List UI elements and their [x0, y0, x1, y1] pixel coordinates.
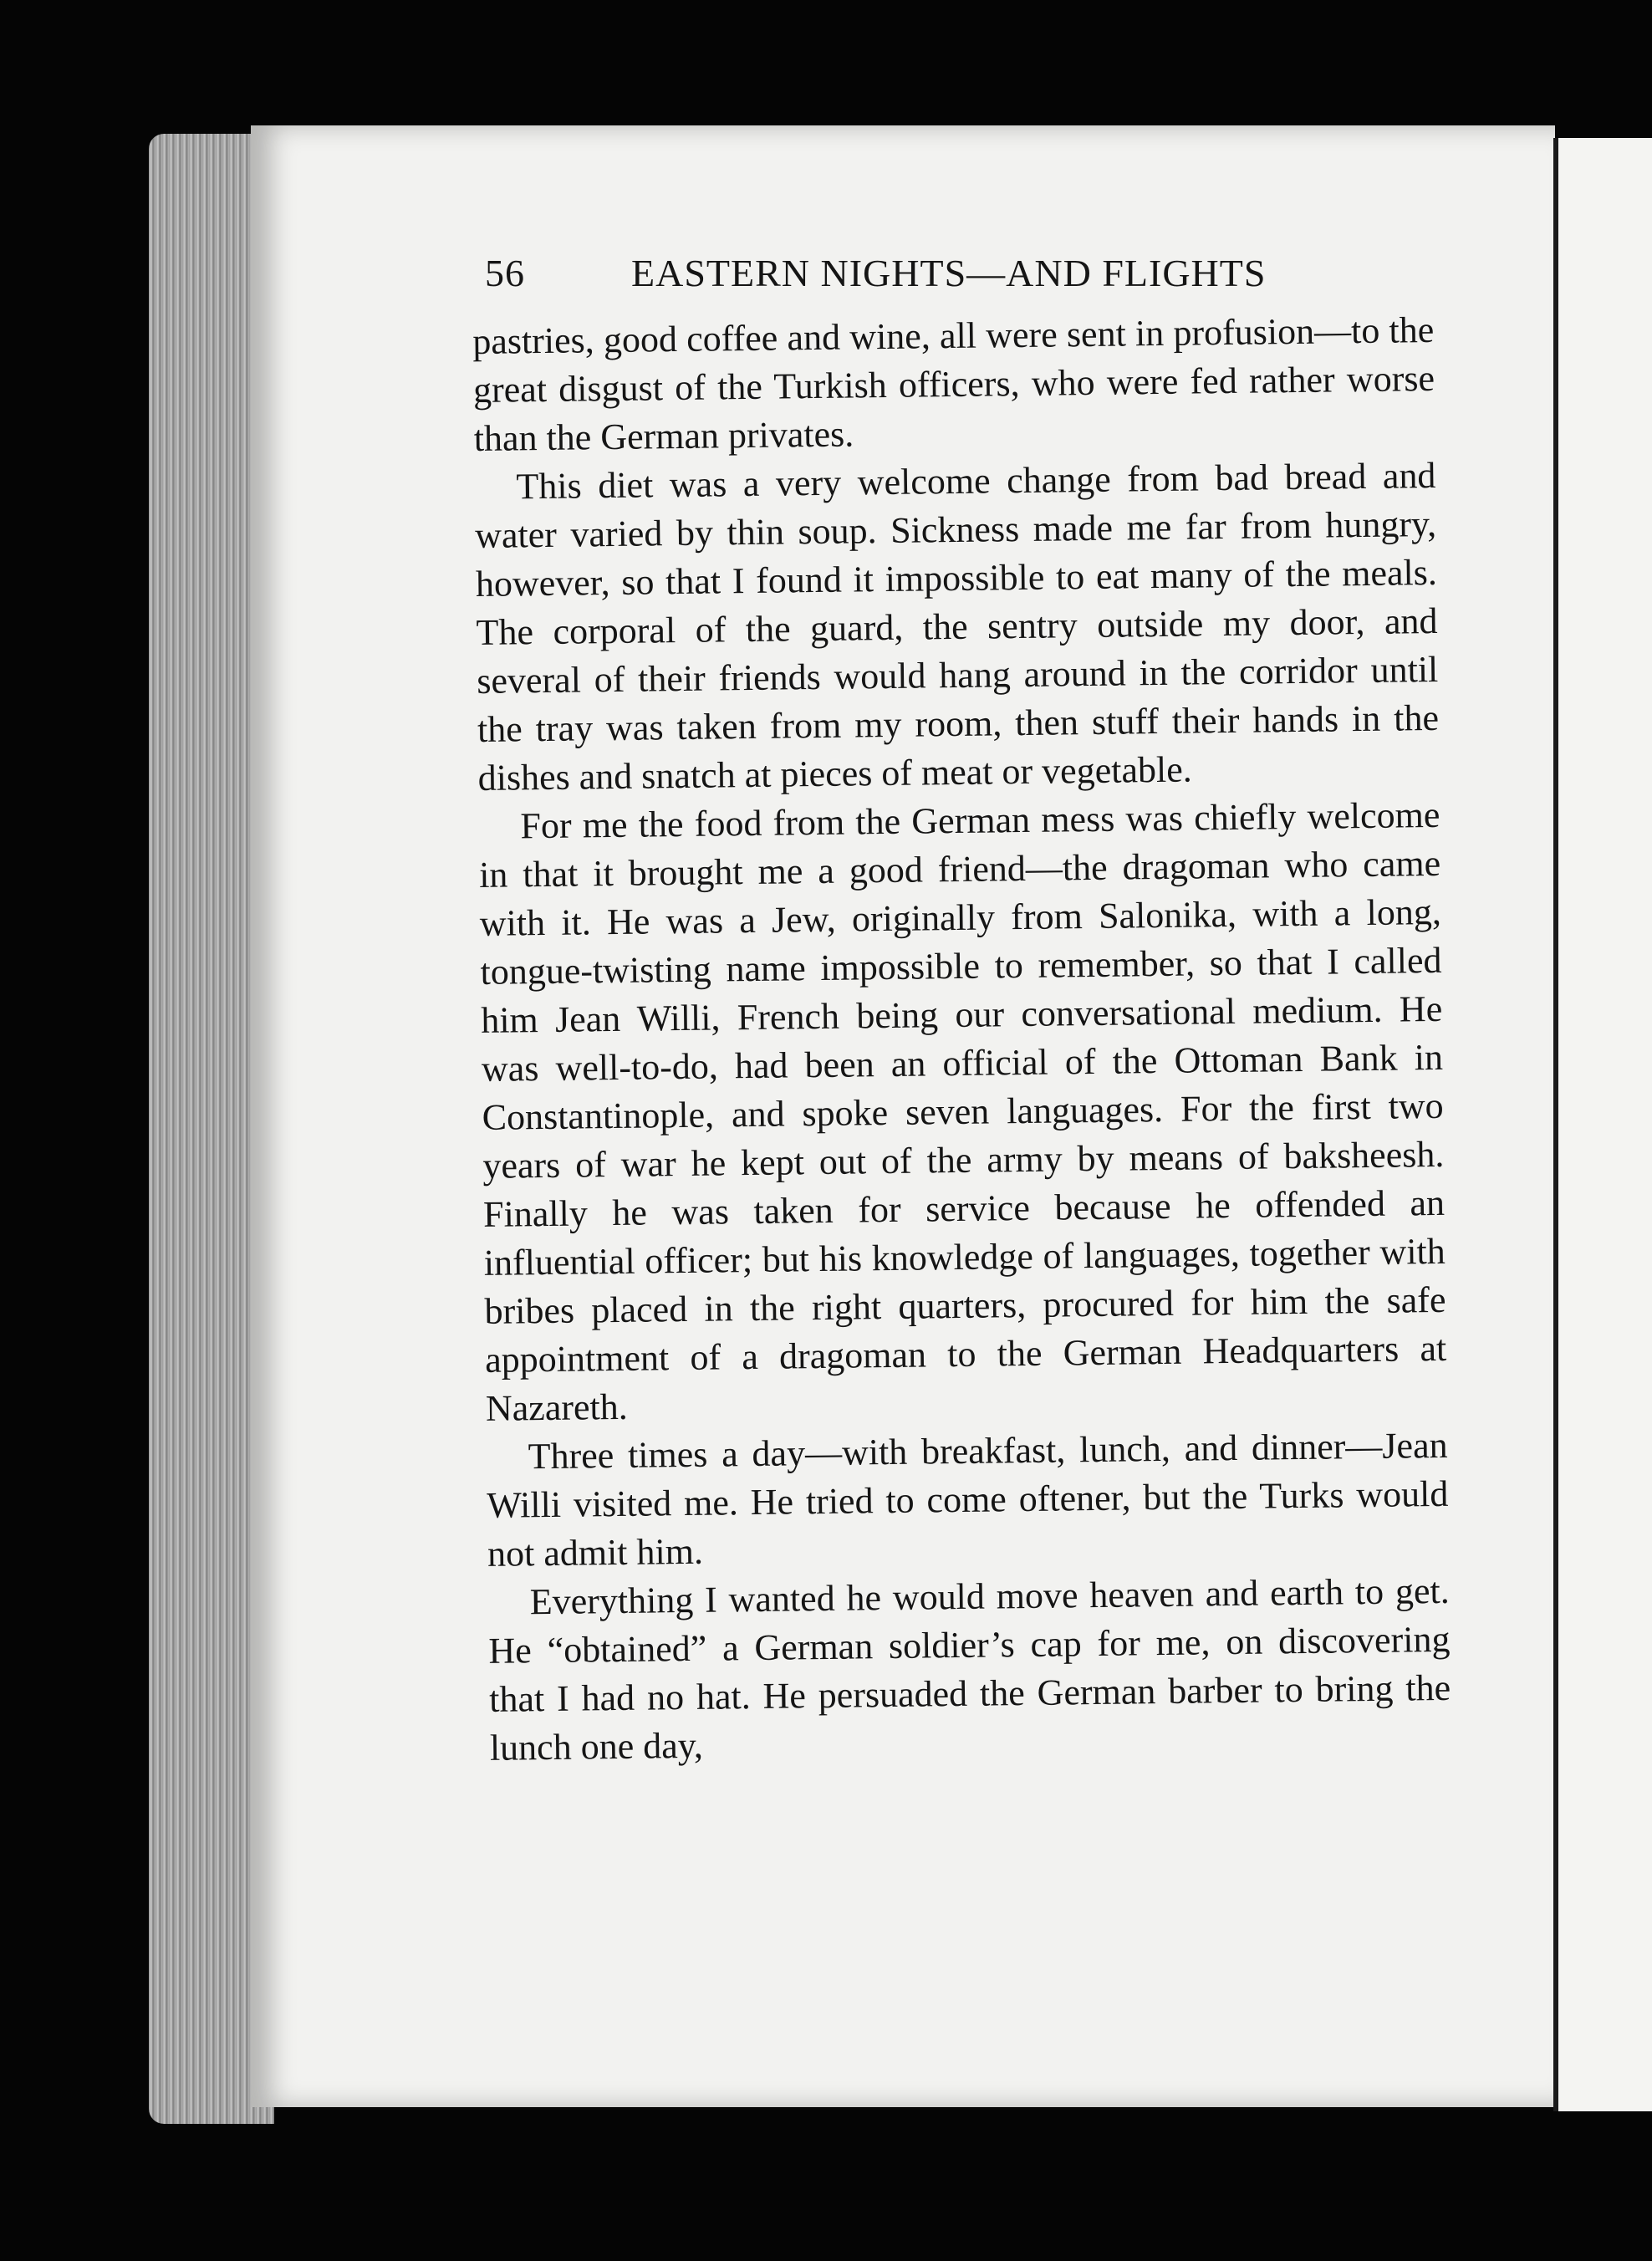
running-head: EASTERN NIGHTS—AND FLIGHTS: [631, 252, 1267, 294]
page-number: 56: [485, 252, 525, 294]
paragraph: For me the food from the German mess was chiefly welcome in that it brought me a good friend—the dragoman who came with it. He was a Jew, originally from Salonika, with a long, tongue-twisting name impossible to remember, so that I called him Jean Willi, French being our conversational medium. He was well-to-do, had been an official of the Ottoman Bank in Constantinople, and spoke seven languages. For the first two years of war he kept out of the army by means of baksheesh. Finally he was taken for service because he offended an influential officer; but his knowledge of languages, together with bribes placed in the right quarters, procured for him the safe appointment of a dragoman to the German Headquarters at Nazareth.: [478, 794, 1447, 1429]
facing-page: [1553, 138, 1652, 2111]
paragraph: Everything I wanted he would move heaven and earth to get. He “obtained” a German soldier’s cap for me, on discovering that I had no hat. He persuaded the German barber to bring the lunch one day,: [488, 1569, 1451, 1768]
body-text: [472, 306, 1451, 1773]
paragraph: This diet was a very welcome change from bad bread and water varied by thin soup. Sickness made me far from hungry, however, so that I found it impossible to eat many of the meals. The corporal of the guard, the sentry outside my door, and several of their friends would hang around in the corridor until the tray was taken from my room, then stuff their hands in the dishes and snatch at pieces of meat or vegetable.: [474, 454, 1440, 799]
paragraph: pastries, good coffee and wine, all were sent in profusion—to the great disgust of the Turkish officers, who were fed rather worse than the German privates.: [472, 309, 1435, 459]
paragraph: Three times a day—with breakfast, lunch, and dinner—Jean Willi visited me. He tried to come oftener, but the Turks would not admit him.: [487, 1424, 1449, 1575]
